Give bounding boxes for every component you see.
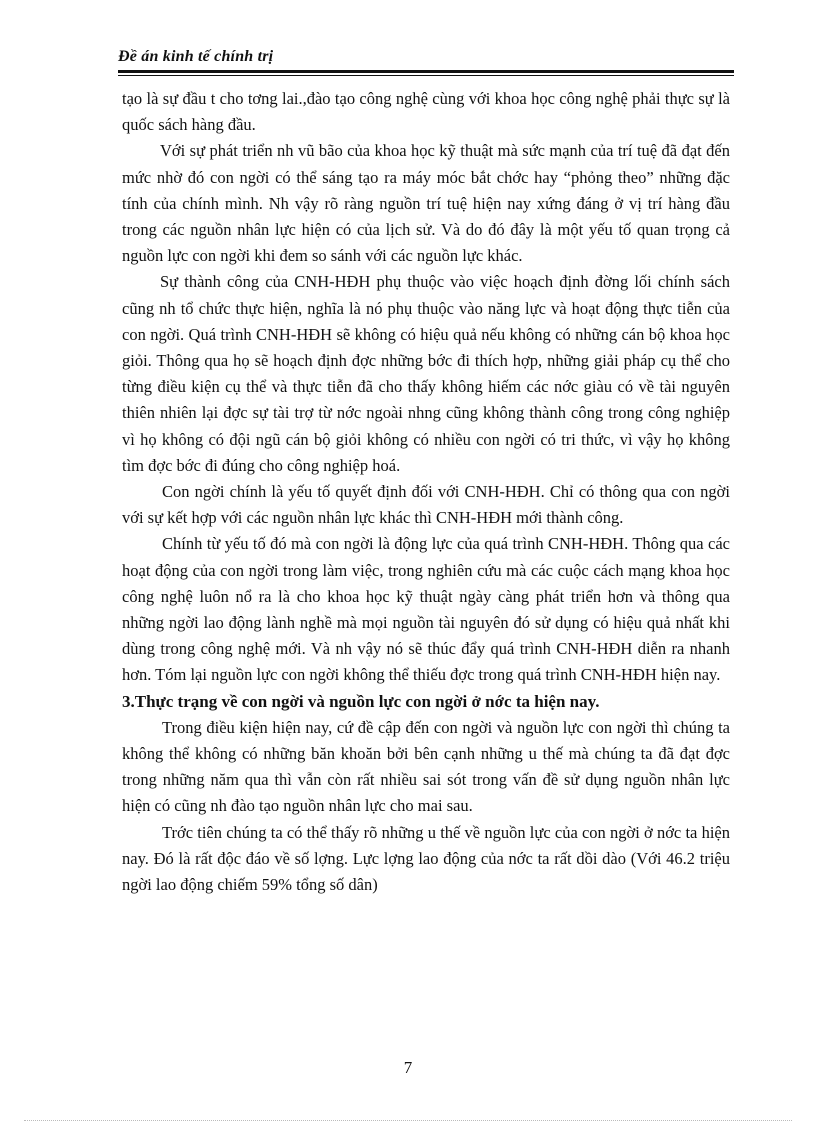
- document-body: [122, 86, 730, 898]
- paragraph-intellect: Với sự phát triển nh vũ bão của khoa học kỹ thuật mà sức mạnh của trí tuệ đã đạt đến mức nhờ đó con ngời có thể sáng tạo ra máy móc bắt chớc hay “phỏng theo” những đặc tính của chính mình. Nh vậy rõ ràng nguồn trí tuệ hiện nay xứng đáng ở vị trí hàng đầu trong các nguồn nhân lực hiện có của lịch sử. Và do đó đây là một yếu tố quan trọng cả nguồn lực con ngời khi đem so sánh với các nguồn lực khác.: [122, 141, 730, 266]
- page-header: [118, 46, 734, 76]
- paragraph-continuation: tạo là sự đầu t cho tơng lai.,đào tạo công nghệ cùng với khoa học công nghệ phải thực sự là quốc sách hàng đầu.: [122, 89, 730, 135]
- paragraph-current-conditions: Trong điều kiện hiện nay, cứ đề cập đến con ngời và nguồn lực con ngời thì chúng ta không thể không có những băn khoăn bởi bên cạnh những u thế mà chúng ta đã đạt đợc trong những năm qua thì vẫn còn rất nhiều sai sót trong vấn đề sử dụng nguồn nhân lực hiện có cũng nh đào tạo nguồn nhân lực cho mai sau.: [122, 717, 730, 816]
- paragraph-driving-force: Chính từ yếu tố đó mà con ngời là động lực của quá trình CNH-HĐH. Thông qua các hoạt động của con ngời trong làm việc, trong nghiên cứu mà các cuộc cách mạng khoa học công nghệ luôn nổ ra là cho khoa học kỹ thuật ngày càng phát triển hơn và thông qua những ngời lao động lành nghề mà mọi nguồn tài nguyên đó sử dụng có hiệu quả nhất khi dùng trong công nghệ mới. Và nh vậy nó sẽ thúc đẩy quá trình CNH-HĐH diễn ra nhanh hơn. Tóm lại nguồn lực con ngời không thể thiếu đợc trong quá trình CNH-HĐH hiện nay.: [122, 534, 730, 685]
- header-title: Đề án kinh tế chính trị: [118, 48, 274, 65]
- paragraph-success: Sự thành công của CNH-HĐH phụ thuộc vào việc hoạch định đờng lối chính sách cũng nh tổ chức thực hiện, nghĩa là nó phụ thuộc vào năng lực và hoạt động thực tiễn của con ngời. Quá trình CNH-HĐH sẽ không có hiệu quả nếu không có những cán bộ khoa học giỏi. Thông qua họ sẽ hoạch định đợc những bớc đi thích hợp, những giải pháp cụ thể cho từng điều kiện cụ thể và thực tiễn đã cho thấy không hiếm các nớc giàu có về tài nguyên thiên nhiên lại đợc sự tài trợ từ nớc ngoài nhng cũng không thành công trong công nghiệp vì họ không có đội ngũ cán bộ giỏi không có nhiều con ngời có tri thức, vì vậy họ không tìm đợc bớc đi đúng cho công nghiệp hoá.: [122, 272, 730, 475]
- page-number: 7: [403, 1058, 413, 1077]
- header-rule-thin: [118, 75, 734, 76]
- paragraph-advantages: Trớc tiên chúng ta có thể thấy rõ những u thế về nguồn lực của con ngời ở nớc ta hiện nay. Đó là rất độc đáo về số lợng. Lực lợng lao động của nớc ta rất dồi dào (Với 46.2 triệu ngời lao động chiếm 59% tổng số dân): [122, 822, 730, 895]
- section-heading: 3.Thực trạng về con ngời và nguồn lực con ngời ở nớc ta hiện nay.: [122, 691, 600, 711]
- footer-divider: [24, 1120, 792, 1121]
- paragraph-decisive-factor: Con ngời chính là yếu tố quyết định đối với CNH-HĐH. Chỉ có thông qua con ngời với sự kết hợp với các nguồn nhân lực khác thì CNH-HĐH mới thành công.: [122, 482, 730, 528]
- header-rule-thick: [118, 70, 734, 73]
